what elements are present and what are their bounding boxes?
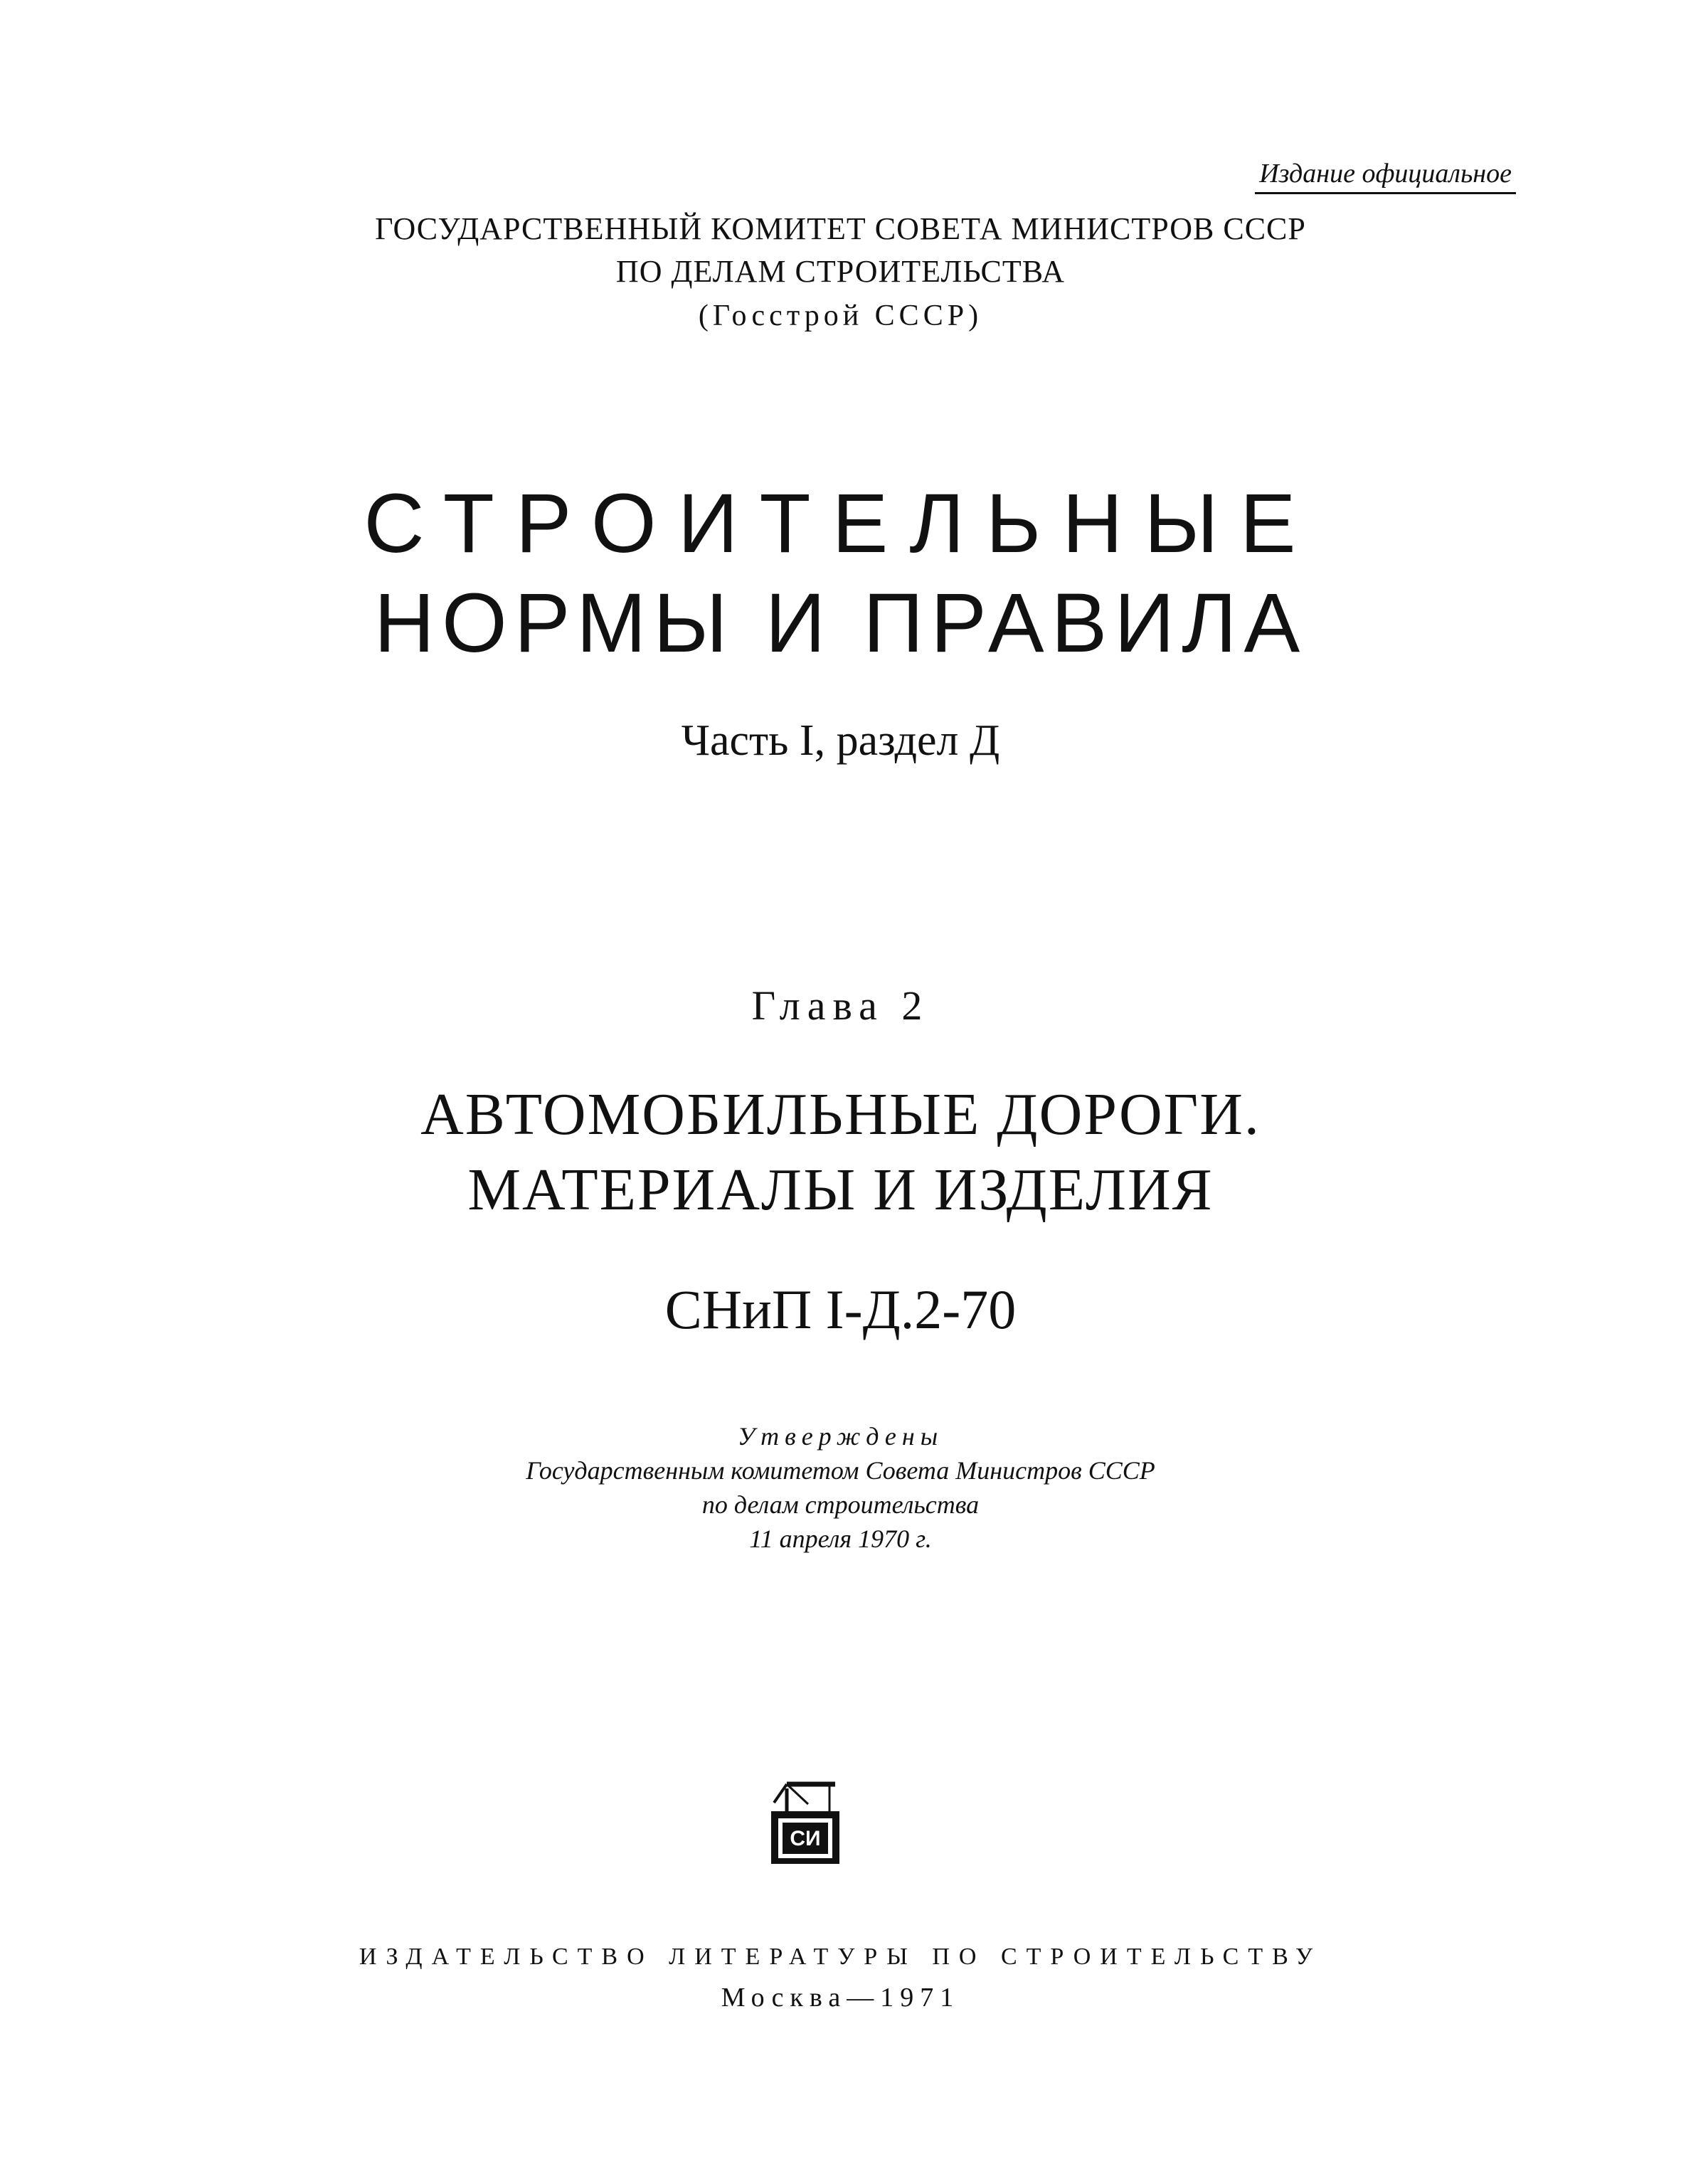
approval-line-1: Утверждены: [737, 1422, 944, 1451]
committee-line-2: ПО ДЕЛАМ СТРОИТЕЛЬСТВА: [615, 254, 1066, 289]
committee-line-1: ГОСУДАРСТВЕННЫЙ КОМИТЕТ СОВЕТА МИНИСТРОВ СССР: [375, 211, 1306, 246]
approval-line-4: 11 апреля 1970 г.: [749, 1525, 932, 1553]
publisher-emblem-icon: [765, 1774, 845, 1868]
chapter-label: Глава 2: [751, 982, 930, 1029]
main-title-line-2: НОРМЫ И ПРАВИЛА: [373, 576, 1308, 670]
approval-line-2: Государственным комитетом Совета Министров СССР: [526, 1456, 1155, 1485]
chapter-subject-line-1: АВТОМОБИЛЬНЫЕ ДОРОГИ.: [420, 1081, 1261, 1147]
publisher-city-year: Москва—1971: [721, 1983, 960, 2013]
approval-line-3: по делам строительства: [701, 1490, 980, 1519]
publisher-emblem-text: СИ: [790, 1827, 821, 1850]
edition-note: Издание официальное: [1255, 158, 1516, 194]
part-section: Часть I, раздел Д: [681, 716, 1000, 765]
document-code: СНиП I-Д.2-70: [664, 1278, 1017, 1340]
chapter-subject-line-2: МАТЕРИАЛЫ И ИЗДЕЛИЯ: [467, 1157, 1214, 1223]
committee-abbreviation: (Госстрой СССР): [698, 299, 983, 332]
publisher-name: ИЗДАТЕЛЬСТВО ЛИТЕРАТУРЫ ПО СТРОИТЕЛЬСТВУ: [359, 1944, 1322, 1970]
main-title-line-1: СТРОИТЕЛЬНЫЕ: [364, 477, 1317, 571]
